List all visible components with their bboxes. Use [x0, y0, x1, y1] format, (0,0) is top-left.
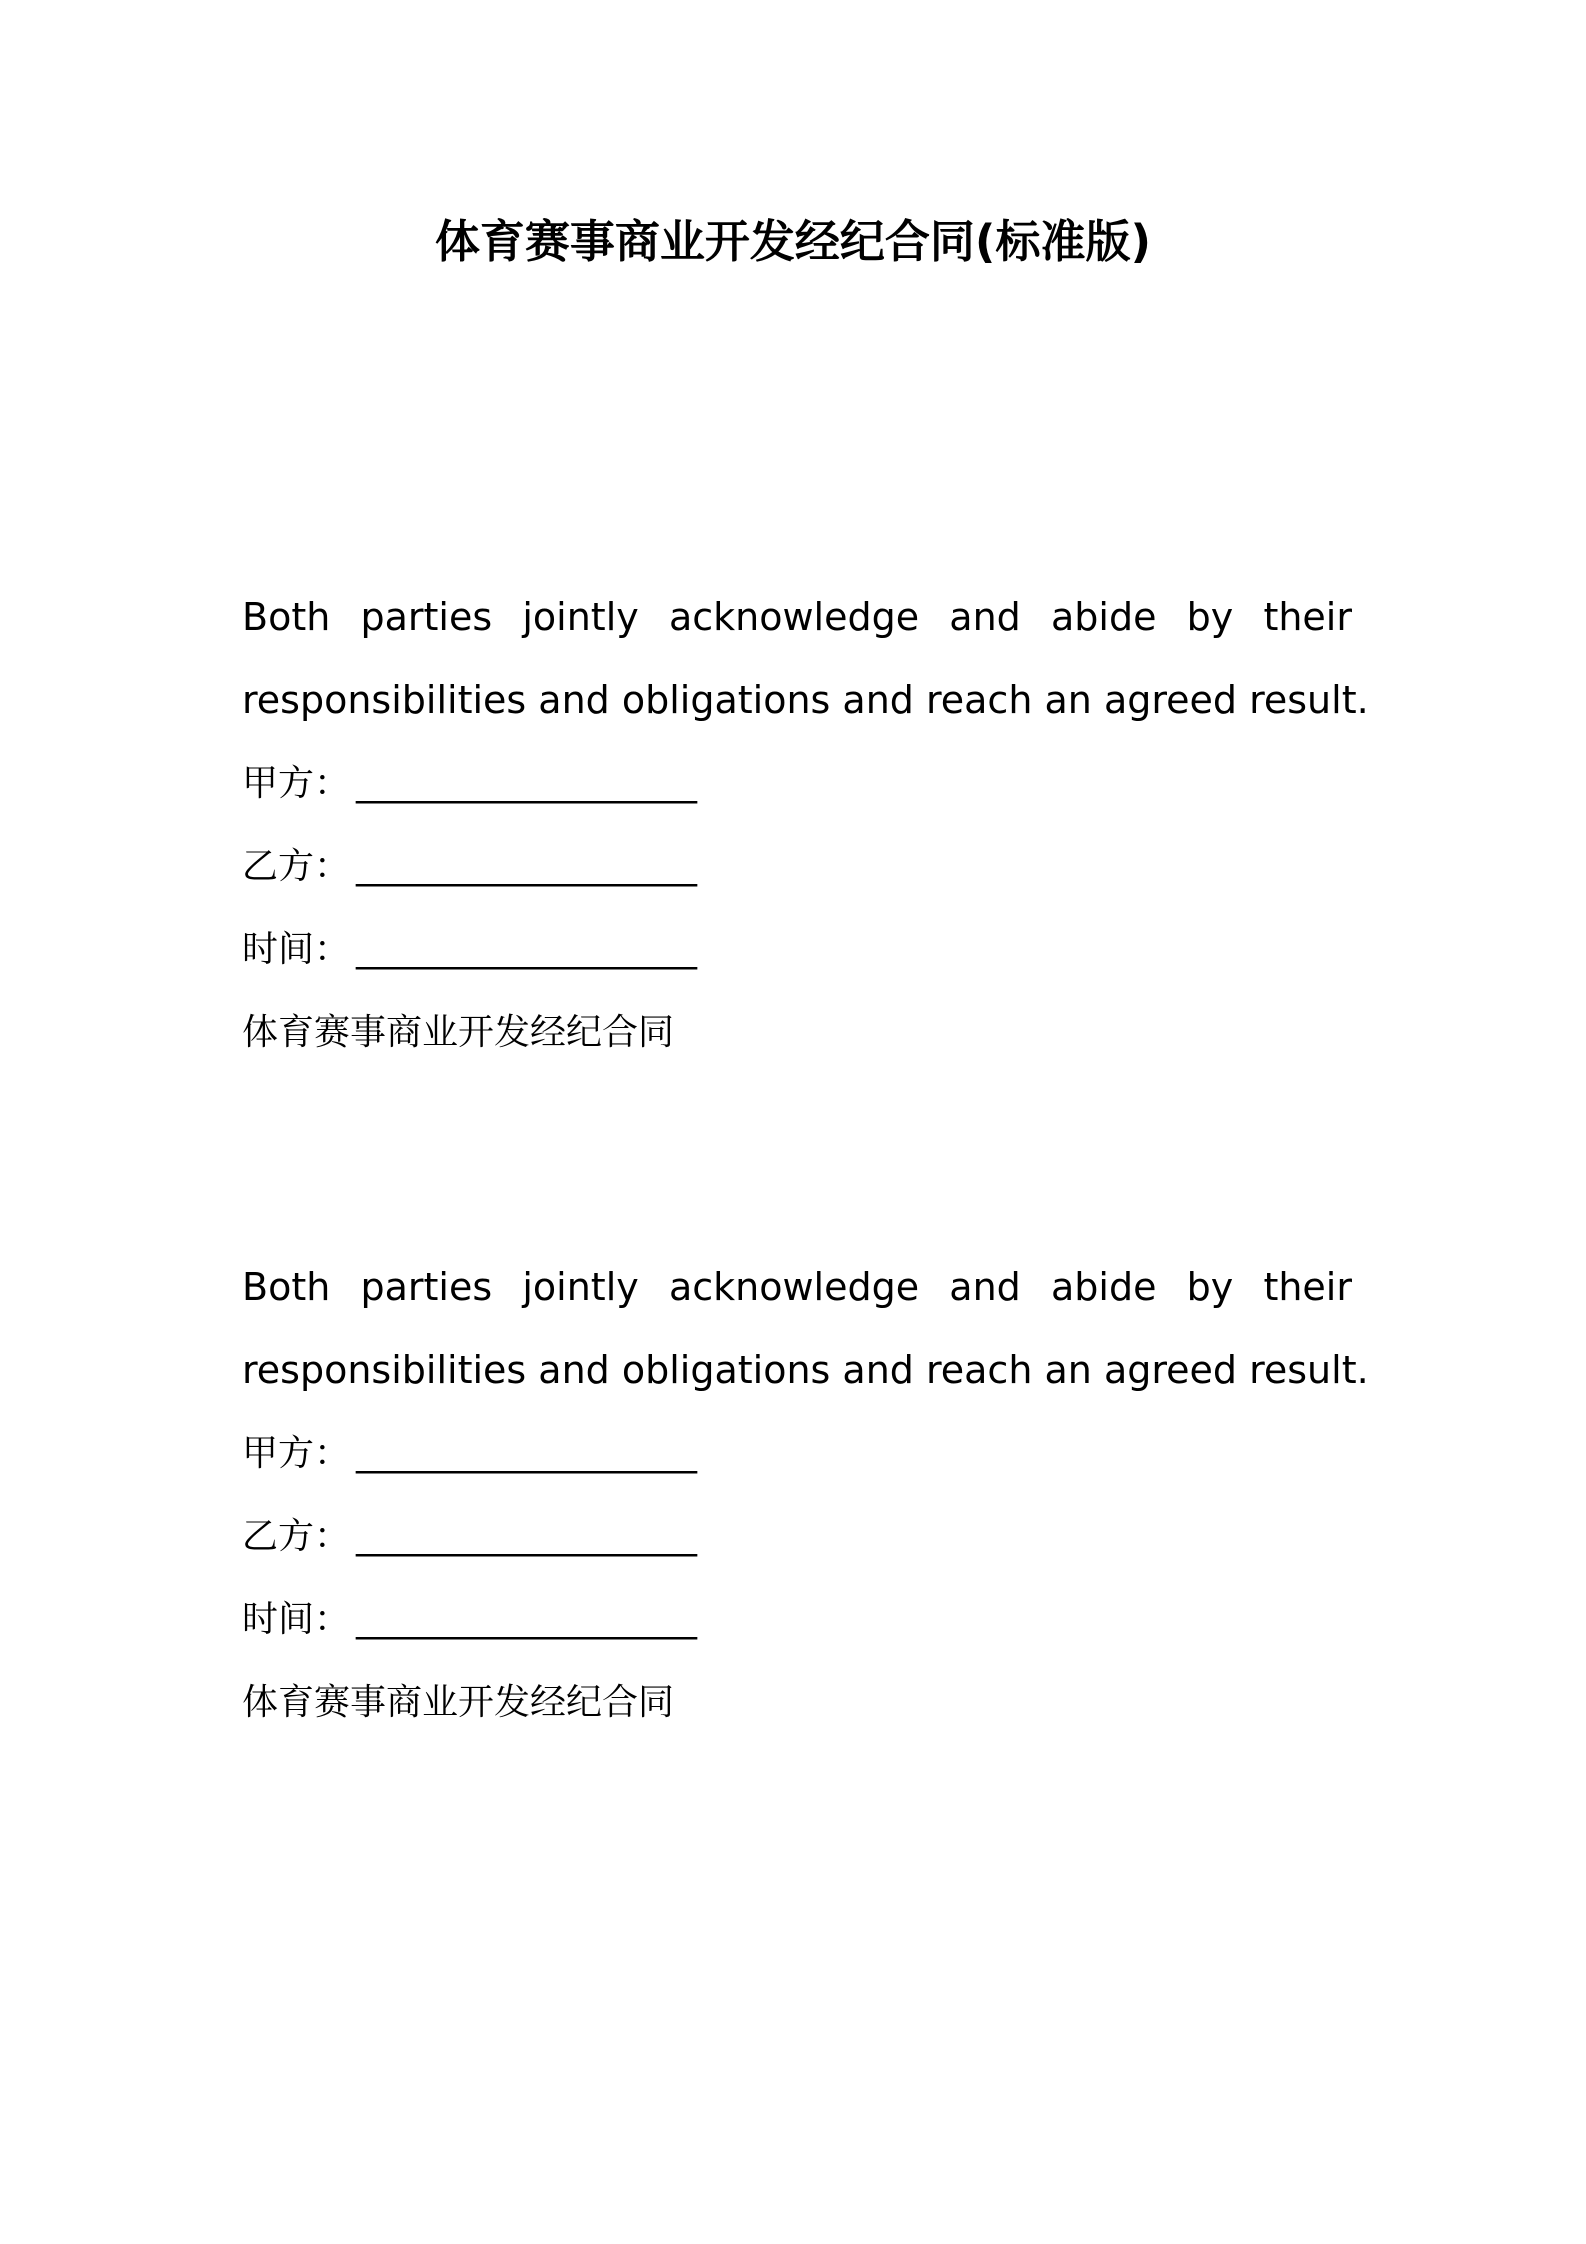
acknowledgement-paragraph	[242, 576, 1369, 742]
contract-name: 体育赛事商业开发经纪合同	[242, 1682, 675, 1723]
party-b-field	[242, 1495, 1352, 1578]
time-blank: ____________________	[356, 929, 697, 970]
time-blank: ____________________	[356, 1599, 697, 1640]
word: parties	[360, 595, 493, 639]
party-b-field	[242, 825, 1352, 908]
word: Both	[242, 595, 331, 639]
word: and	[949, 1265, 1021, 1309]
word: jointly	[522, 1265, 639, 1309]
paragraph-line-2: responsibilities and obligations and reach an agreed result.	[242, 1348, 1369, 1392]
time-label: 时间：	[242, 929, 351, 970]
time-field	[242, 1578, 1352, 1661]
time-field	[242, 908, 1352, 991]
time-label: 时间：	[242, 1599, 351, 1640]
party-b-label: 乙方：	[242, 1516, 351, 1557]
paragraph-line-1	[242, 576, 1352, 659]
word: acknowledge	[668, 1265, 920, 1309]
signature-section-1	[242, 576, 1369, 1074]
party-a-field	[242, 742, 1352, 825]
word: abide	[1050, 595, 1157, 639]
party-b-blank: ____________________	[356, 846, 697, 887]
document-title: 体育赛事商业开发经纪合同(标准版)	[434, 215, 1152, 268]
party-a-field	[242, 1412, 1352, 1495]
paragraph-line-1	[242, 1246, 1352, 1329]
party-b-blank: ____________________	[356, 1516, 697, 1557]
acknowledgement-paragraph	[242, 1246, 1369, 1412]
word: parties	[360, 1265, 493, 1309]
word: Both	[242, 1265, 331, 1309]
word: acknowledge	[668, 595, 920, 639]
word: their	[1263, 1265, 1352, 1309]
word: their	[1263, 595, 1352, 639]
paragraph-line-2: responsibilities and obligations and reach an agreed result.	[242, 678, 1369, 722]
word: by	[1186, 1265, 1234, 1309]
word: and	[949, 595, 1021, 639]
signature-section-2	[242, 1246, 1369, 1744]
word: jointly	[522, 595, 639, 639]
party-a-label: 甲方：	[242, 1433, 351, 1474]
party-b-label: 乙方：	[242, 846, 351, 887]
contract-name: 体育赛事商业开发经纪合同	[242, 1012, 675, 1053]
party-a-blank: ____________________	[356, 763, 697, 804]
party-a-blank: ____________________	[356, 1433, 697, 1474]
word: abide	[1050, 1265, 1157, 1309]
party-a-label: 甲方：	[242, 763, 351, 804]
word: by	[1186, 595, 1234, 639]
